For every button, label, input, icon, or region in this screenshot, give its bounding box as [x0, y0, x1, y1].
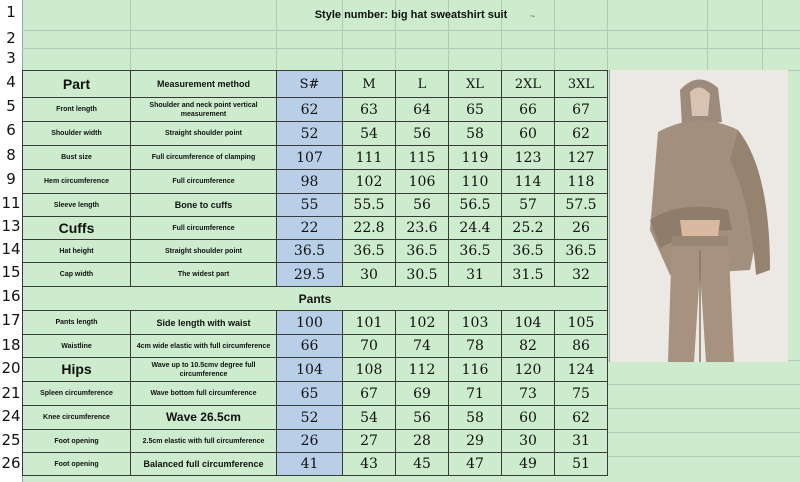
value-cell[interactable]: 36.5: [277, 240, 343, 263]
value-cell[interactable]: 57: [502, 194, 555, 217]
value-cell[interactable]: 24.4: [449, 217, 502, 240]
value-cell[interactable]: 55.5: [343, 194, 396, 217]
value-cell[interactable]: 52: [277, 406, 343, 430]
value-cell[interactable]: 31: [449, 263, 502, 287]
value-cell[interactable]: 54: [343, 122, 396, 146]
part-cell[interactable]: Knee circumference: [23, 406, 131, 430]
value-cell[interactable]: 29.5: [277, 263, 343, 287]
value-cell[interactable]: 86: [555, 335, 608, 358]
value-cell[interactable]: 110: [449, 170, 502, 194]
method-cell[interactable]: Side length with waist: [131, 311, 277, 335]
value-cell[interactable]: 100: [277, 311, 343, 335]
row-number[interactable]: 5: [6, 97, 16, 115]
header-size[interactable]: L: [396, 71, 449, 98]
method-cell[interactable]: Balanced full circumference: [131, 453, 277, 476]
value-cell[interactable]: 65: [277, 382, 343, 406]
product-photo: [609, 70, 788, 362]
table-row: [23, 194, 608, 217]
method-cell[interactable]: Wave bottom full circumference: [131, 382, 277, 406]
row-number[interactable]: 8: [6, 146, 16, 164]
part-cell[interactable]: Foot opening: [23, 430, 131, 453]
header-size[interactable]: 3XL: [555, 71, 608, 98]
method-cell[interactable]: Full circumference: [131, 217, 277, 240]
page-title: Style number: big hat sweatshirt suit: [314, 9, 508, 21]
row-number[interactable]: 9: [6, 170, 16, 188]
value-cell[interactable]: 56: [396, 122, 449, 146]
value-cell[interactable]: 123: [502, 146, 555, 170]
gridline: [22, 48, 800, 49]
value-cell[interactable]: 32: [555, 263, 608, 287]
value-cell[interactable]: 118: [555, 170, 608, 194]
value-cell[interactable]: 108: [343, 358, 396, 382]
value-cell[interactable]: 36.5: [449, 240, 502, 263]
value-cell[interactable]: 31.5: [502, 263, 555, 287]
value-cell[interactable]: 115: [396, 146, 449, 170]
header-method[interactable]: Measurement method: [131, 71, 277, 98]
method-cell[interactable]: 4cm wide elastic with full circumference: [131, 335, 277, 358]
value-cell[interactable]: 62: [555, 122, 608, 146]
table-row: [23, 335, 608, 358]
header-size[interactable]: S#: [277, 71, 343, 98]
method-cell[interactable]: Wave 26.5cm: [131, 406, 277, 430]
value-cell[interactable]: 45: [396, 453, 449, 476]
table-row: [23, 430, 608, 453]
value-cell[interactable]: 102: [396, 311, 449, 335]
value-cell[interactable]: 67: [343, 382, 396, 406]
table-row: [23, 122, 608, 146]
table-row: [23, 263, 608, 287]
value-cell[interactable]: 69: [396, 382, 449, 406]
method-cell[interactable]: Straight shoulder point: [131, 240, 277, 263]
table-row: [23, 98, 608, 122]
value-cell[interactable]: 36.5: [396, 240, 449, 263]
value-cell[interactable]: 30: [343, 263, 396, 287]
value-cell[interactable]: 51: [555, 453, 608, 476]
value-cell[interactable]: 66: [502, 98, 555, 122]
value-cell[interactable]: 71: [449, 382, 502, 406]
header-size[interactable]: XL: [449, 71, 502, 98]
part-cell[interactable]: Hem circumference: [23, 170, 131, 194]
method-cell[interactable]: Bone to cuffs: [131, 194, 277, 217]
row-number[interactable]: 6: [6, 121, 16, 139]
value-cell[interactable]: 23.6: [396, 217, 449, 240]
row-number[interactable]: 24: [1, 407, 21, 425]
value-cell[interactable]: 25.2: [502, 217, 555, 240]
value-cell[interactable]: 73: [502, 382, 555, 406]
value-cell[interactable]: 111: [343, 146, 396, 170]
value-cell[interactable]: 49: [502, 453, 555, 476]
value-cell[interactable]: 22: [277, 217, 343, 240]
part-cell[interactable]: Hips: [23, 358, 131, 382]
value-cell[interactable]: 64: [396, 98, 449, 122]
value-cell[interactable]: 127: [555, 146, 608, 170]
value-cell[interactable]: 124: [555, 358, 608, 382]
value-cell[interactable]: 30.5: [396, 263, 449, 287]
value-cell[interactable]: 56: [396, 194, 449, 217]
gridline: [607, 456, 800, 457]
value-cell[interactable]: 119: [449, 146, 502, 170]
method-cell[interactable]: Full circumference of clamping: [131, 146, 277, 170]
section-row: [23, 287, 608, 311]
part-cell[interactable]: Bust size: [23, 146, 131, 170]
value-cell[interactable]: 43: [343, 453, 396, 476]
value-cell[interactable]: 67: [555, 98, 608, 122]
value-cell[interactable]: 65: [449, 98, 502, 122]
part-cell[interactable]: Spleen circumference: [23, 382, 131, 406]
cursor-mark: ~: [530, 11, 536, 21]
value-cell[interactable]: 60: [502, 122, 555, 146]
header-part[interactable]: Part: [23, 71, 131, 98]
part-cell[interactable]: Shoulder width: [23, 122, 131, 146]
section-pants-label[interactable]: Pants: [23, 287, 608, 311]
part-cell[interactable]: Pants length: [23, 311, 131, 335]
value-cell[interactable]: 70: [343, 335, 396, 358]
row-number[interactable]: 15: [1, 263, 21, 281]
value-cell[interactable]: 41: [277, 453, 343, 476]
value-cell[interactable]: 101: [343, 311, 396, 335]
value-cell[interactable]: 116: [449, 358, 502, 382]
part-cell[interactable]: Waistline: [23, 335, 131, 358]
method-cell[interactable]: Straight shoulder point: [131, 122, 277, 146]
row-number[interactable]: 11: [1, 194, 21, 212]
table-row: [23, 240, 608, 263]
value-cell[interactable]: 63: [343, 98, 396, 122]
part-cell[interactable]: Hat height: [23, 240, 131, 263]
value-cell[interactable]: 36.5: [502, 240, 555, 263]
row-number[interactable]: 3: [6, 49, 16, 67]
value-cell[interactable]: 62: [277, 98, 343, 122]
table-row: [23, 311, 608, 335]
table-row: [23, 453, 608, 476]
table-row: [23, 217, 608, 240]
row-number[interactable]: 25: [1, 431, 21, 449]
value-cell[interactable]: 78: [449, 335, 502, 358]
value-cell[interactable]: 104: [502, 311, 555, 335]
value-cell[interactable]: 62: [555, 406, 608, 430]
table-row: [23, 406, 608, 430]
gridline: [607, 384, 800, 385]
value-cell[interactable]: 82: [502, 335, 555, 358]
row-number[interactable]: 18: [1, 336, 21, 354]
table-row: [23, 146, 608, 170]
row-number[interactable]: 14: [1, 240, 21, 258]
method-cell[interactable]: Full circumference: [131, 170, 277, 194]
value-cell[interactable]: 31: [555, 430, 608, 453]
value-cell[interactable]: 22.8: [343, 217, 396, 240]
spreadsheet-sheet: [22, 0, 800, 482]
size-table: [22, 70, 608, 476]
row-number[interactable]: 17: [1, 311, 21, 329]
value-cell[interactable]: 103: [449, 311, 502, 335]
value-cell[interactable]: 60: [502, 406, 555, 430]
row-number[interactable]: 13: [1, 217, 21, 235]
table-row: [23, 170, 608, 194]
header-size[interactable]: M: [343, 71, 396, 98]
value-cell[interactable]: 98: [277, 170, 343, 194]
header-size[interactable]: 2XL: [502, 71, 555, 98]
value-cell[interactable]: 54: [343, 406, 396, 430]
row-header-column: [0, 0, 23, 482]
value-cell[interactable]: 102: [343, 170, 396, 194]
row-number[interactable]: 21: [1, 384, 21, 402]
row-number[interactable]: 16: [1, 287, 21, 305]
value-cell[interactable]: 27: [343, 430, 396, 453]
value-cell[interactable]: 47: [449, 453, 502, 476]
row-number[interactable]: 1: [6, 3, 16, 21]
value-cell[interactable]: 58: [449, 406, 502, 430]
row-number[interactable]: 26: [1, 454, 21, 472]
part-cell[interactable]: Cap width: [23, 263, 131, 287]
value-cell[interactable]: 74: [396, 335, 449, 358]
gridline: [607, 432, 800, 433]
value-cell[interactable]: 114: [502, 170, 555, 194]
part-cell[interactable]: Cuffs: [23, 217, 131, 240]
value-cell[interactable]: 57.5: [555, 194, 608, 217]
value-cell[interactable]: 56: [396, 406, 449, 430]
value-cell[interactable]: 28: [396, 430, 449, 453]
model-hoodie-suit-image: [610, 70, 788, 362]
value-cell[interactable]: 36.5: [555, 240, 608, 263]
part-cell[interactable]: Front length: [23, 98, 131, 122]
table-row: [23, 358, 608, 382]
gridline: [22, 30, 800, 31]
gridline: [607, 408, 800, 409]
part-cell[interactable]: Foot opening: [23, 453, 131, 476]
value-cell[interactable]: 26: [277, 430, 343, 453]
value-cell[interactable]: 52: [277, 122, 343, 146]
value-cell[interactable]: 112: [396, 358, 449, 382]
header-row: [23, 71, 608, 98]
value-cell[interactable]: 66: [277, 335, 343, 358]
value-cell[interactable]: 58: [449, 122, 502, 146]
value-cell[interactable]: 106: [396, 170, 449, 194]
method-cell[interactable]: The widest part: [131, 263, 277, 287]
value-cell[interactable]: 107: [277, 146, 343, 170]
table-row: [23, 382, 608, 406]
value-cell[interactable]: 29: [449, 430, 502, 453]
row-number[interactable]: 4: [6, 73, 16, 91]
method-cell[interactable]: 2.5cm elastic with full circumference: [131, 430, 277, 453]
value-cell[interactable]: 56.5: [449, 194, 502, 217]
value-cell[interactable]: 120: [502, 358, 555, 382]
value-cell[interactable]: 75: [555, 382, 608, 406]
row-number[interactable]: 2: [6, 29, 16, 47]
value-cell[interactable]: 105: [555, 311, 608, 335]
value-cell[interactable]: 55: [277, 194, 343, 217]
method-cell[interactable]: Wave up to 10.5cmv degree full circumference: [131, 358, 277, 382]
row-number[interactable]: 20: [1, 359, 21, 377]
value-cell[interactable]: 30: [502, 430, 555, 453]
part-cell[interactable]: Sleeve length: [23, 194, 131, 217]
value-cell[interactable]: 26: [555, 217, 608, 240]
value-cell[interactable]: 36.5: [343, 240, 396, 263]
value-cell[interactable]: 104: [277, 358, 343, 382]
method-cell[interactable]: Shoulder and neck point vertical measurement: [131, 98, 277, 122]
